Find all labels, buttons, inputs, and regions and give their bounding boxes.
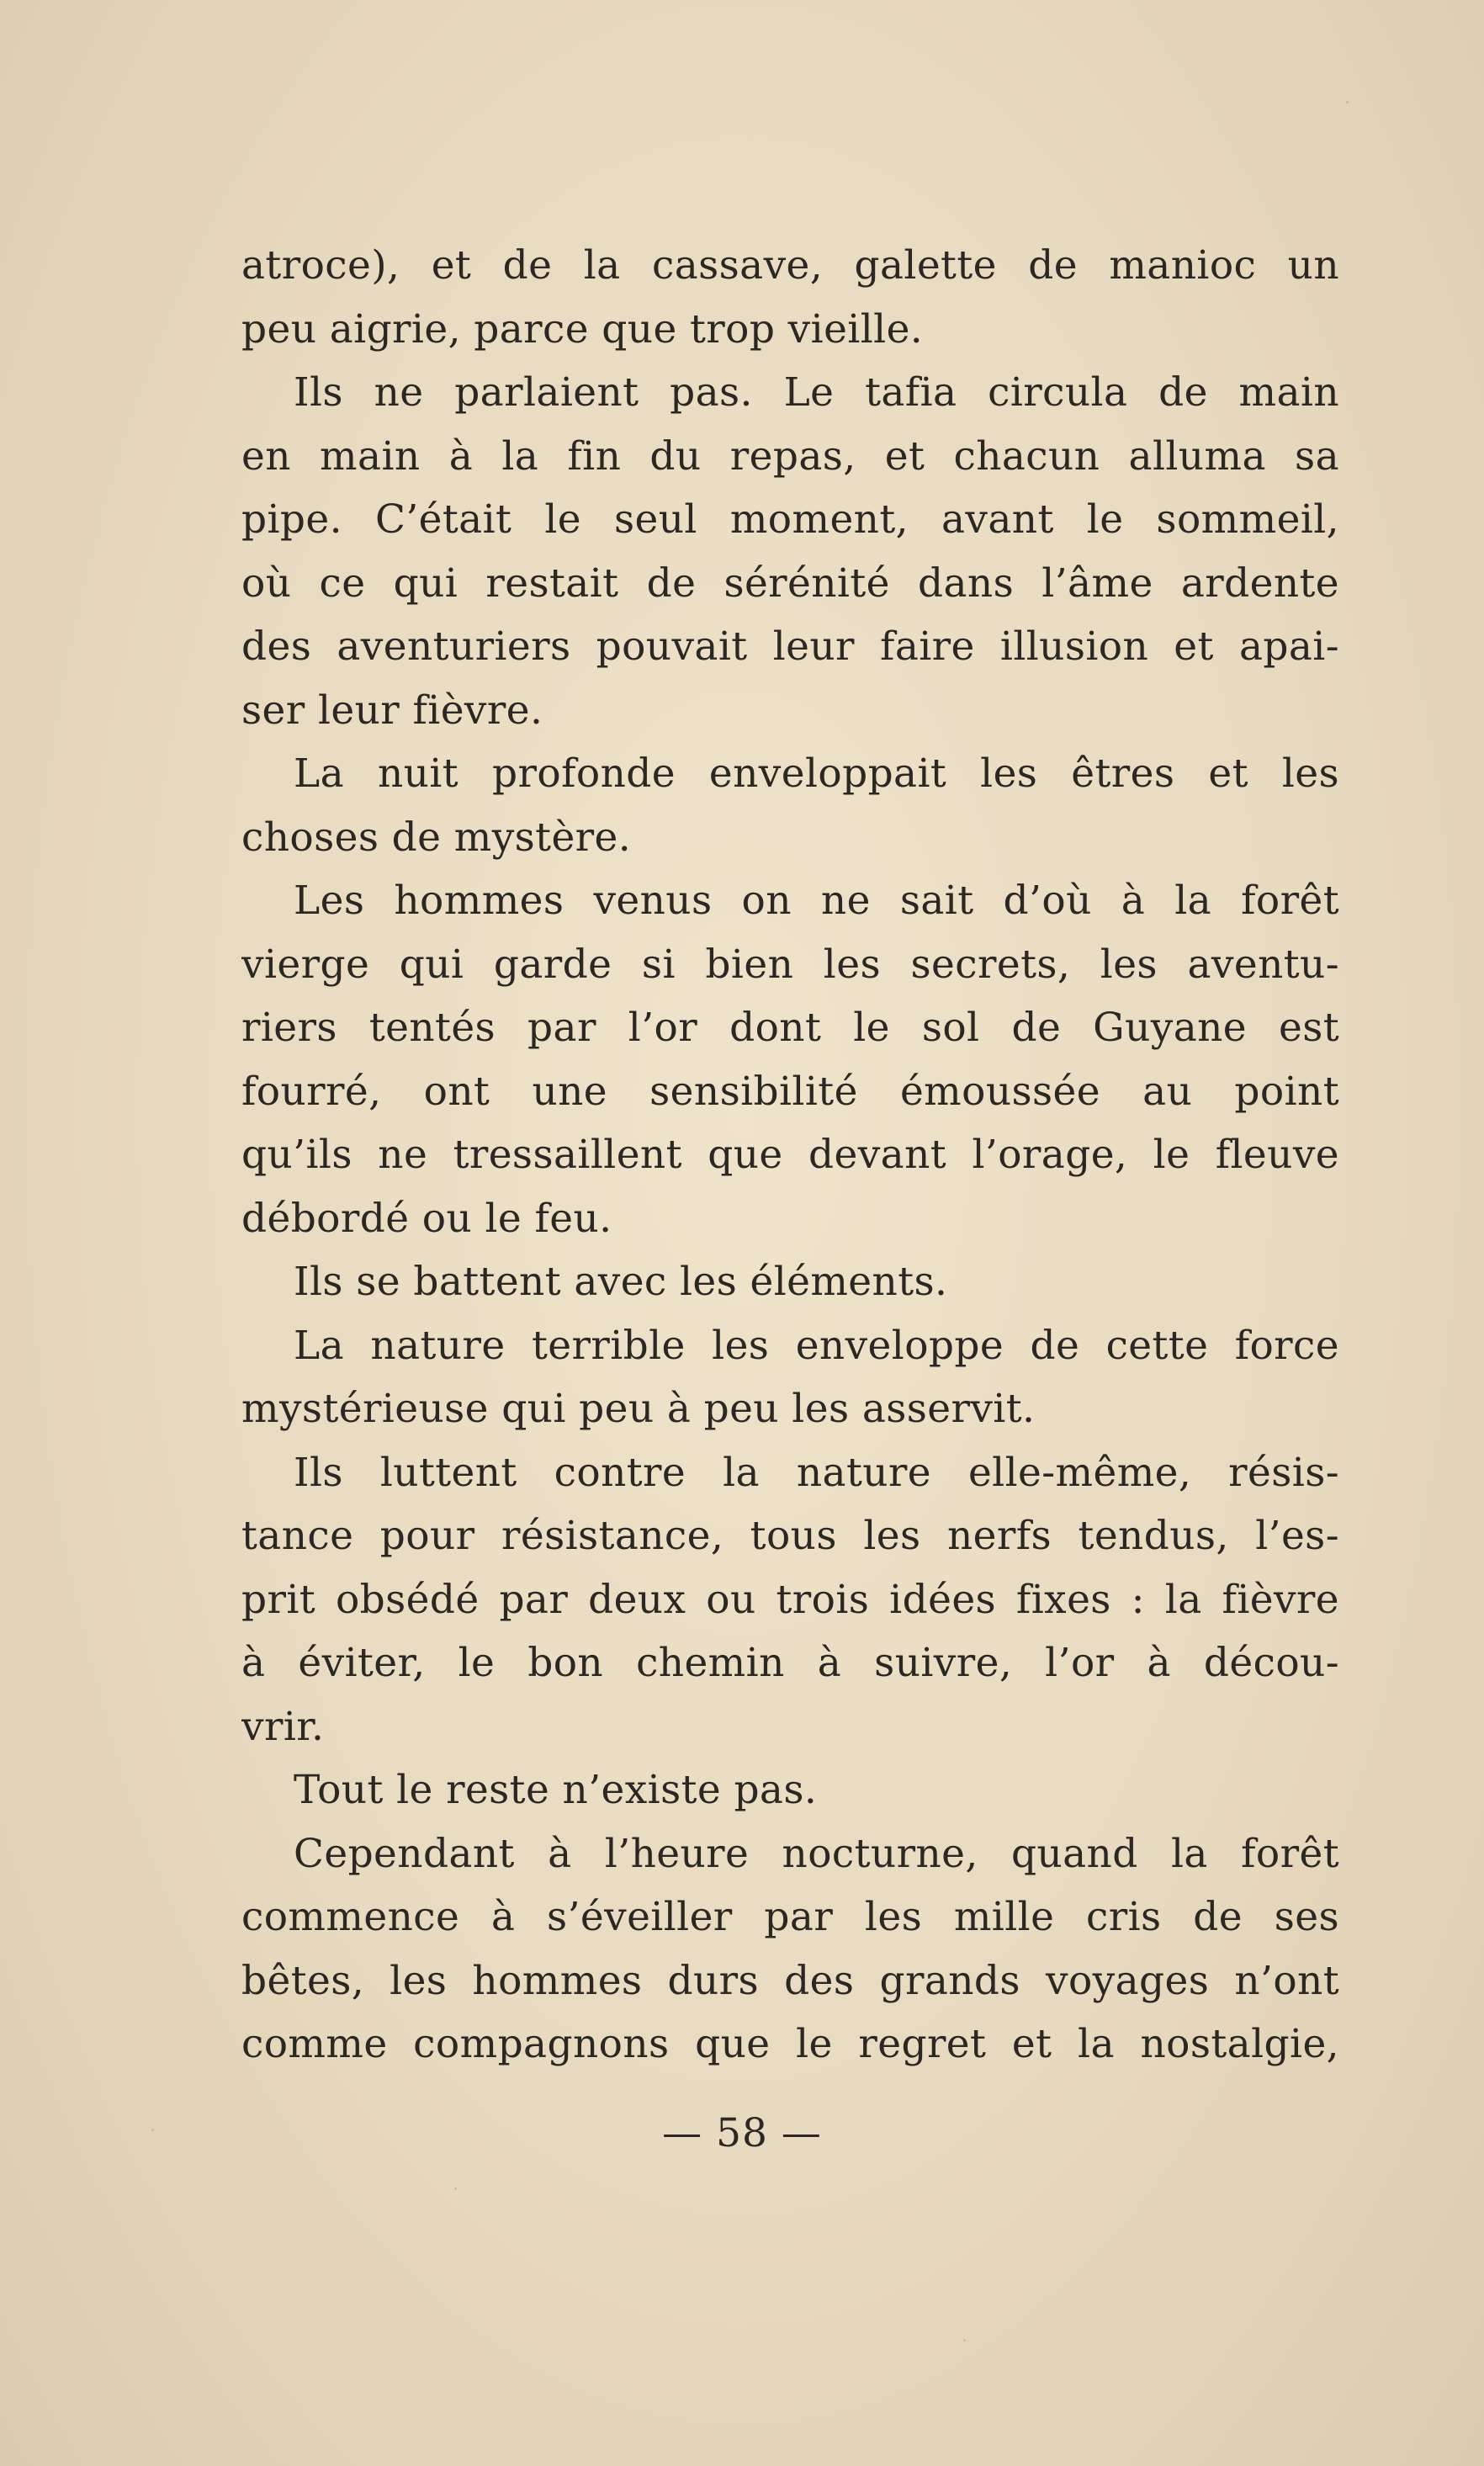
body-text	[241, 234, 1339, 2076]
text-line: fourré, ont une sensibilité émoussée au point	[241, 1068, 1339, 1115]
text-line: Tout le reste n’existe pas.	[294, 1767, 818, 1813]
text-line: à éviter, le bon chemin à suivre, l’or à décou-	[241, 1640, 1339, 1686]
text-line: où ce qui restait de sérénité dans l’âme ardente	[241, 559, 1339, 607]
text-line: comme compagnons que le regret et la nostalgie,	[241, 2021, 1339, 2067]
text-line: débordé ou le feu.	[241, 1195, 612, 1242]
text-line: Ils luttent contre la nature elle-même, résis-	[294, 1449, 1339, 1496]
paper-speck	[151, 2129, 154, 2131]
text-line: en main à la fin du repas, et chacun alluma sa	[241, 432, 1339, 480]
text-line: commence à s’éveiller par les mille cris de ses	[241, 1894, 1339, 1940]
text-line: Ils ne parlaient pas. Le tafia circula de main	[294, 369, 1339, 416]
paper-speck	[454, 2188, 457, 2190]
text-line: peu aigrie, parce que trop vieille.	[241, 305, 924, 353]
text-line: ser leur fièvre.	[241, 687, 543, 734]
text-line: Les hommes venus on ne sait d’où à la forêt	[294, 878, 1339, 924]
text-line: des aventuriers pouvait leur faire illusion et apai-	[241, 623, 1339, 670]
text-line: La nuit profonde enveloppait les êtres et les	[294, 750, 1339, 797]
text-line: vierge qui garde si bien les secrets, les aventu-	[241, 941, 1339, 988]
page-number: — 58 —	[662, 2110, 822, 2156]
text-line: La nature terrible les enveloppe de cette force	[294, 1322, 1339, 1369]
text-line: vrir.	[241, 1703, 325, 1750]
text-line: riers tentés par l’or dont le sol de Guyane est	[241, 1005, 1339, 1051]
text-line: tance pour résistance, tous les nerfs tendus, l’es-	[241, 1513, 1339, 1559]
text-line: Ils se battent avec les éléments.	[294, 1259, 948, 1305]
paper-speck	[1346, 101, 1349, 103]
text-line: pipe. C’était le seul moment, avant le sommeil,	[241, 496, 1339, 543]
paper-speck	[963, 2339, 966, 2341]
text-line: bêtes, les hommes durs des grands voyages n’ont	[241, 1957, 1339, 2004]
text-line: choses de mystère.	[241, 814, 632, 861]
text-line: qu’ils ne tressaillent que devant l’orage, le fleuve	[241, 1132, 1339, 1178]
text-line: prit obsédé par deux ou trois idées fixes : la fièvre	[241, 1576, 1339, 1623]
text-line: atroce), et de la cassave, galette de manioc un	[241, 242, 1339, 289]
text-line: mystérieuse qui peu à peu les asservit.	[241, 1386, 1036, 1432]
text-line: Cependant à l’heure nocturne, quand la forêt	[294, 1830, 1339, 1877]
